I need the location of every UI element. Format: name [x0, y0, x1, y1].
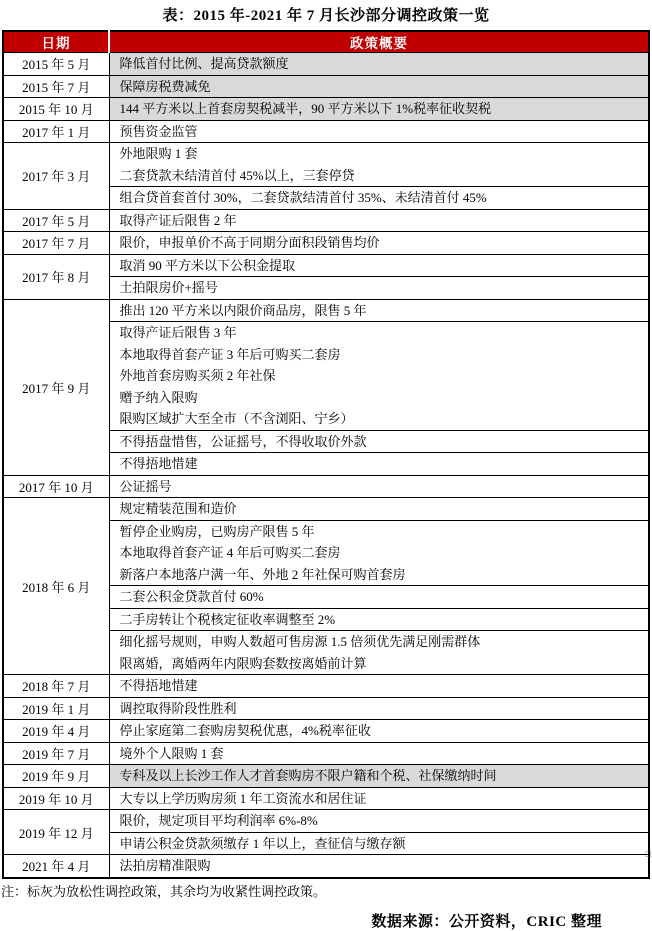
table-row [3, 209, 649, 232]
policy-cell [109, 586, 649, 609]
table-row [3, 675, 649, 698]
date-cell: 2017 年 5 月 [3, 209, 109, 232]
date-cell: 2019 年 10 月 [3, 787, 109, 810]
table-header [3, 31, 649, 53]
policy-cell [109, 608, 649, 631]
policy-cell [109, 277, 649, 300]
policy-cell [109, 787, 649, 810]
policy-line: 新落户本地落户满一年、外地 2 年社保可购首套房 [119, 566, 406, 582]
policy-line: 限价，申报单价不高于同期分面积段销售均价 [119, 235, 380, 250]
policy-line: 取得产证后限售 3 年 [119, 325, 237, 340]
policy-line: 二手房转让个税核定征收率调整至 2% [119, 611, 336, 627]
policy-line: 取消 90 平方米以下公积金提取 [119, 257, 296, 273]
column-header-policy: 政策概要 [109, 31, 649, 53]
table-row [3, 98, 649, 121]
table-row [3, 787, 649, 810]
policy-line: 调控取得阶段性胜利 [119, 700, 237, 716]
date-cell: 2018 年 7 月 [3, 675, 109, 698]
policy-line: 法拍房精准限购 [119, 858, 211, 873]
date-cell: 2019 年 4 月 [3, 720, 109, 743]
policy-line: 不得捂盘惜售，公证摇号，不得收取价外款 [119, 433, 367, 449]
table-row [3, 75, 649, 98]
footnote: 注：标灰为放松性调控政策，其余均为收紧性调控政策。 [1, 883, 327, 899]
date-cell: 2017 年 9 月 [3, 299, 109, 475]
table-row [3, 498, 649, 521]
table-row [3, 143, 649, 187]
policy-line: 限价，规定项目平均利润率 6%-8% [119, 813, 318, 828]
policy-line: 降低首付比例、提高贷款额度 [119, 56, 289, 71]
table-row [3, 855, 649, 878]
policy-line: 不得捂地惜建 [119, 456, 198, 471]
table-title: 表：2015 年-2021 年 7 月长沙部分调控政策一览 [162, 8, 490, 24]
policy-line: 不得捂地惜建 [119, 678, 198, 693]
policy-cell [109, 475, 649, 498]
policy-cell [109, 765, 649, 788]
policy-cell [109, 187, 649, 210]
policy-cell [109, 299, 649, 322]
policy-line: 暂停企业购房，已购房产限售 5 年 [119, 523, 315, 539]
policy-line: 大专以上学历购房须 1 年工资流水和居住证 [119, 790, 367, 806]
policy-line: 推出 120 平方米以内限价商品房，限售 5 年 [119, 302, 367, 318]
policy-line: 外地限购 1 套 [119, 146, 198, 161]
date-cell: 2017 年 1 月 [3, 120, 109, 143]
policy-line: 土拍限房价+摇号 [119, 280, 218, 295]
policy-cell [109, 232, 649, 255]
policy-cell [109, 453, 649, 476]
table-row [3, 53, 649, 76]
date-cell: 2019 年 12 月 [3, 810, 109, 855]
policy-line: 保障房税费减免 [119, 78, 211, 94]
date-cell: 2021 年 4 月 [3, 855, 109, 878]
policy-line: 专科及以上长沙工作人才首套购房不限户籍和个税、社保缴纳时间 [119, 768, 497, 783]
policy-line: 组合贷首套首付 30%，二套贷款结清首付 35%、未结清首付 45% [119, 190, 487, 205]
table-row [3, 720, 649, 743]
policy-cell [109, 498, 649, 521]
policy-cell [109, 810, 649, 833]
stray-mark: □ [645, 849, 651, 859]
policy-line: 预售资金监管 [119, 123, 198, 139]
date-cell: 2019 年 7 月 [3, 742, 109, 765]
policy-line: 境外个人限购 1 套 [119, 745, 224, 761]
policy-line: 限离婚，离婚两年内限购套数按离婚前计算 [119, 655, 367, 671]
policy-line: 本地取得首套产证 3 年后可购买二套房 [119, 346, 341, 362]
table-row [3, 697, 649, 720]
date-cell: 2015 年 7 月 [3, 75, 109, 98]
policy-cell [109, 832, 649, 855]
table-row [3, 742, 649, 765]
table-row [3, 475, 649, 498]
table-row [3, 232, 649, 255]
policy-line: 公证摇号 [119, 478, 172, 494]
policy-line: 取得产证后限售 2 年 [119, 212, 237, 228]
policy-line: 停止家庭第二套购房契税优惠，4%税率征收 [119, 723, 371, 738]
date-cell: 2018 年 6 月 [3, 498, 109, 675]
table-row [3, 299, 649, 322]
policy-line: 二套公积金贷款首付 60% [119, 589, 264, 604]
table-row [3, 254, 649, 277]
table-row [3, 765, 649, 788]
policy-cell [109, 209, 649, 232]
data-source: 数据来源：公开资料，CRIC 整理 [371, 913, 602, 930]
policy-cell [109, 120, 649, 143]
policy-line: 赠予纳入限购 [119, 389, 198, 405]
column-header-date: 日期 [3, 31, 109, 53]
policy-cell [109, 720, 649, 743]
policy-cell [109, 75, 649, 98]
policy-line: 144 平方米以上首套房契税减半，90 平方米以下 1%税率征收契税 [119, 101, 492, 116]
policy-line: 规定精装范围和造价 [119, 501, 237, 516]
date-cell: 2015 年 10 月 [3, 98, 109, 121]
policy-line: 二套贷款未结清首付 45%以上，三套停贷 [119, 167, 355, 183]
table-row [3, 120, 649, 143]
policy-cell [109, 520, 649, 586]
policy-line: 限购区域扩大至全市（不含浏阳、宁乡） [119, 411, 354, 426]
policy-cell [109, 143, 649, 187]
policy-cell [109, 855, 649, 878]
policy-line: 申请公积金贷款须缴存 1 年以上，查征信与缴存额 [119, 835, 406, 851]
policy-cell [109, 697, 649, 720]
policy-cell [109, 254, 649, 277]
policy-cell [109, 53, 649, 76]
table-row [3, 810, 649, 833]
policy-cell [109, 631, 649, 675]
date-cell: 2017 年 7 月 [3, 232, 109, 255]
date-cell: 2019 年 1 月 [3, 697, 109, 720]
policy-cell [109, 675, 649, 698]
date-cell: 2017 年 3 月 [3, 143, 109, 210]
date-cell: 2015 年 5 月 [3, 53, 109, 76]
date-cell: 2017 年 8 月 [3, 254, 109, 299]
policy-cell [109, 322, 649, 431]
policy-line: 本地取得首套产证 4 年后可购买二套房 [119, 545, 341, 560]
policy-cell [109, 742, 649, 765]
policy-table [2, 30, 650, 879]
date-cell: 2019 年 9 月 [3, 765, 109, 788]
policy-cell [109, 98, 649, 121]
policy-cell [109, 430, 649, 453]
policy-line: 外地首套房购买须 2 年社保 [119, 368, 276, 383]
date-cell: 2017 年 10 月 [3, 475, 109, 498]
policy-line: 细化摇号规则，申购人数超可售房源 1.5 倍须优先满足刚需群体 [119, 634, 481, 649]
